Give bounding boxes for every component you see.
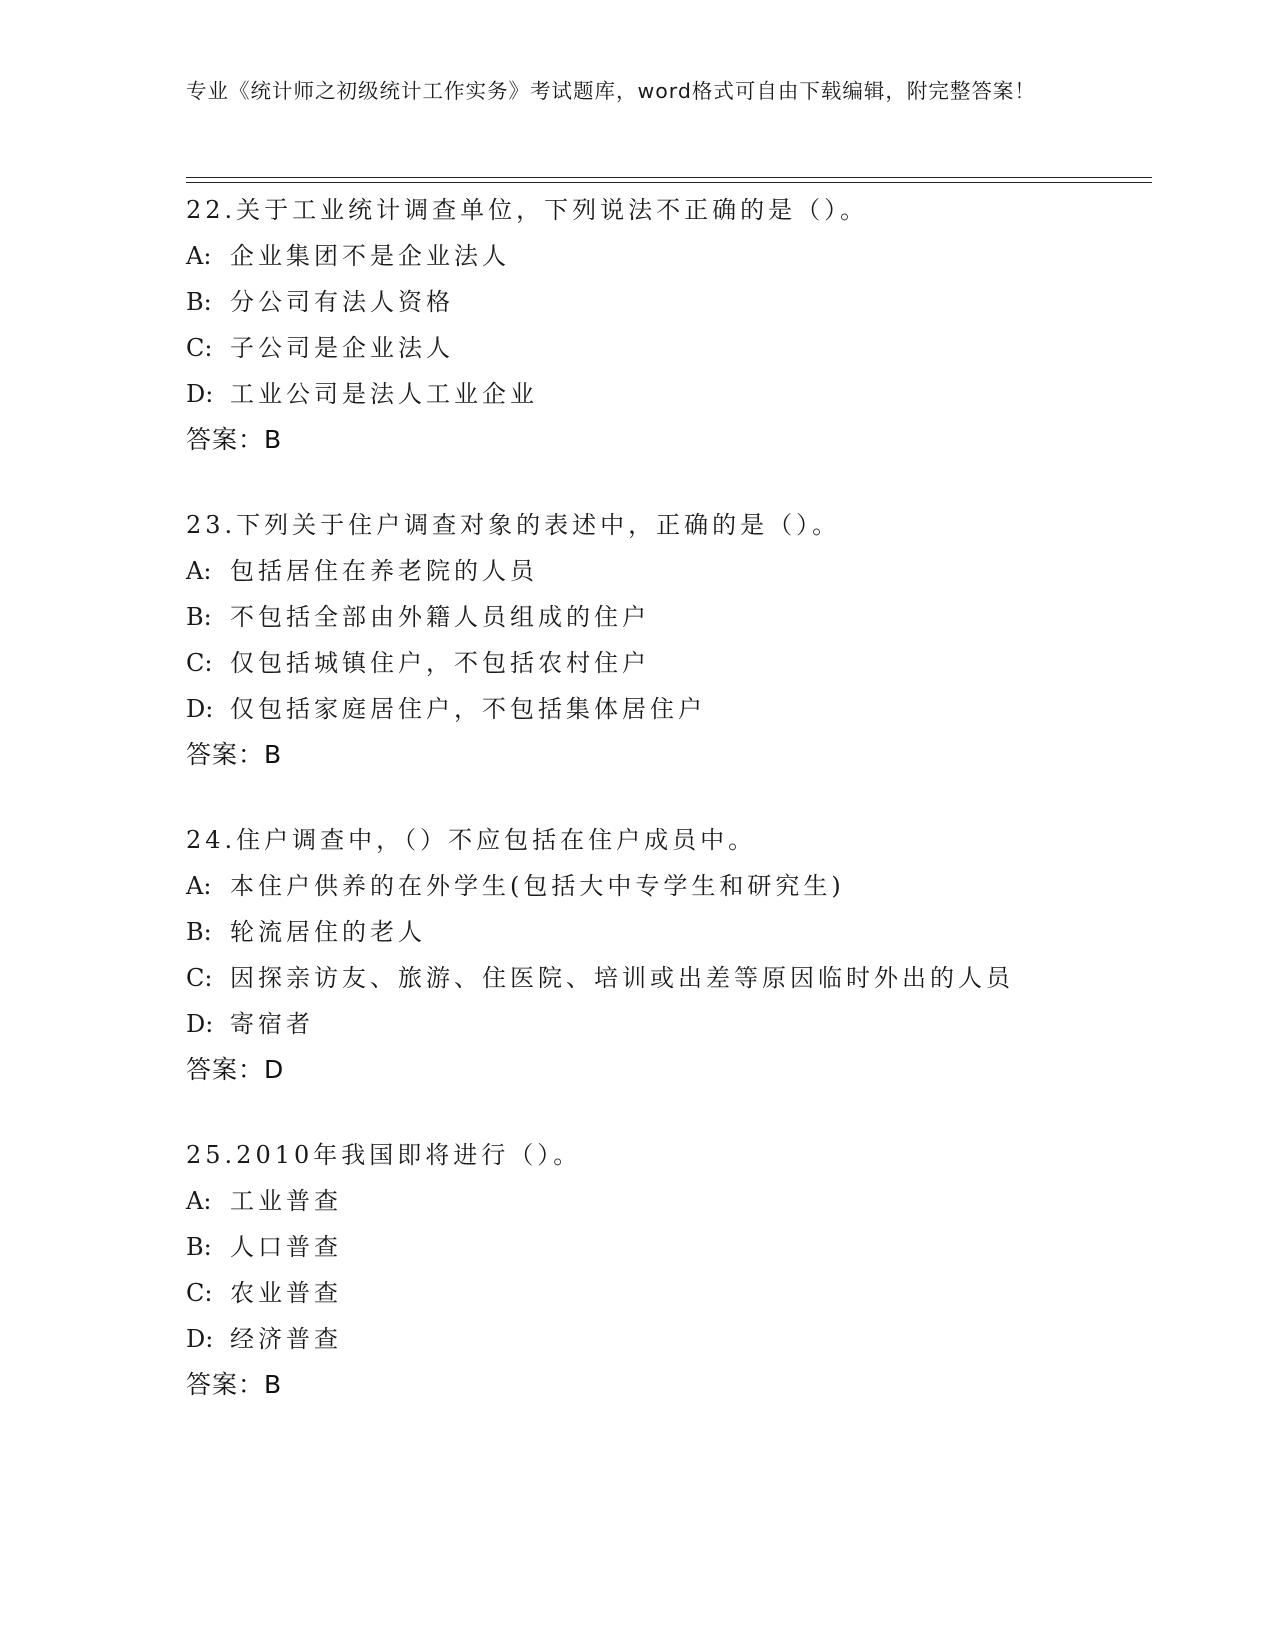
option-c bbox=[186, 1270, 1152, 1316]
question-25 bbox=[186, 1132, 1152, 1408]
option-c bbox=[186, 640, 1152, 686]
answer-line: 答案：B bbox=[186, 425, 283, 454]
option-text: 工业普查 bbox=[230, 1187, 342, 1215]
option-a bbox=[186, 233, 1152, 279]
option-d bbox=[186, 1001, 1152, 1047]
option-text: 不包括全部由外籍人员组成的住户 bbox=[230, 603, 650, 631]
option-b bbox=[186, 909, 1152, 955]
option-text: 本住户供养的在外学生(包括大中专学生和研究生) bbox=[230, 872, 845, 900]
option-a bbox=[186, 548, 1152, 594]
option-label: C: bbox=[186, 1279, 213, 1307]
option-d bbox=[186, 686, 1152, 732]
question-stem: 24.住户调查中，（）不应包括在住户成员中。 bbox=[186, 826, 757, 854]
option-text: 企业集团不是企业法人 bbox=[230, 242, 510, 270]
option-label: D: bbox=[186, 380, 214, 408]
option-text: 包括居住在养老院的人员 bbox=[230, 557, 538, 585]
option-text: 人口普查 bbox=[230, 1233, 342, 1261]
option-label: C: bbox=[186, 964, 213, 992]
question-24 bbox=[186, 817, 1152, 1093]
document-header: 专业《统计师之初级统计工作实务》考试题库，word格式可自由下载编辑，附完整答案！ bbox=[186, 79, 1036, 103]
question-stem: 22.关于工业统计调查单位，下列说法不正确的是（）。 bbox=[186, 196, 869, 224]
option-text: 分公司有法人资格 bbox=[230, 288, 454, 316]
question-22 bbox=[186, 187, 1152, 463]
option-text: 因探亲访友、旅游、住医院、培训或出差等原因临时外出的人员 bbox=[230, 964, 1014, 992]
option-label: D: bbox=[186, 1010, 214, 1038]
option-text: 工业公司是法人工业企业 bbox=[230, 380, 538, 408]
option-c bbox=[186, 325, 1152, 371]
option-b bbox=[186, 279, 1152, 325]
option-label: B: bbox=[186, 1233, 212, 1261]
option-label: C: bbox=[186, 649, 213, 677]
option-label: D: bbox=[186, 695, 214, 723]
option-label: C: bbox=[186, 334, 213, 362]
answer-line: 答案：B bbox=[186, 1370, 283, 1399]
option-text: 子公司是企业法人 bbox=[230, 334, 454, 362]
option-text: 仅包括城镇住户，不包括农村住户 bbox=[230, 649, 650, 677]
option-text: 寄宿者 bbox=[230, 1010, 314, 1038]
answer-line: 答案：D bbox=[186, 1055, 285, 1084]
question-stem: 25.2010年我国即将进行（）。 bbox=[186, 1141, 582, 1169]
header-divider-bottom bbox=[186, 182, 1152, 183]
option-a bbox=[186, 863, 1152, 909]
option-label: D: bbox=[186, 1325, 214, 1353]
option-label: A: bbox=[186, 242, 212, 270]
option-label: A: bbox=[186, 1187, 212, 1215]
option-label: B: bbox=[186, 603, 212, 631]
option-label: A: bbox=[186, 872, 212, 900]
option-text: 轮流居住的老人 bbox=[230, 918, 426, 946]
option-d bbox=[186, 1316, 1152, 1362]
option-text: 农业普查 bbox=[230, 1279, 342, 1307]
option-d bbox=[186, 371, 1152, 417]
question-23 bbox=[186, 502, 1152, 778]
option-label: B: bbox=[186, 288, 212, 316]
option-text: 经济普查 bbox=[230, 1325, 342, 1353]
option-text: 仅包括家庭居住户，不包括集体居住户 bbox=[230, 695, 706, 723]
option-b bbox=[186, 594, 1152, 640]
option-b bbox=[186, 1224, 1152, 1270]
option-c bbox=[186, 955, 1152, 1001]
question-stem: 23.下列关于住户调查对象的表述中，正确的是（）。 bbox=[186, 511, 841, 539]
option-a bbox=[186, 1178, 1152, 1224]
option-label: A: bbox=[186, 557, 212, 585]
option-label: B: bbox=[186, 918, 212, 946]
answer-line: 答案：B bbox=[186, 740, 283, 769]
header-divider-top bbox=[186, 177, 1152, 178]
